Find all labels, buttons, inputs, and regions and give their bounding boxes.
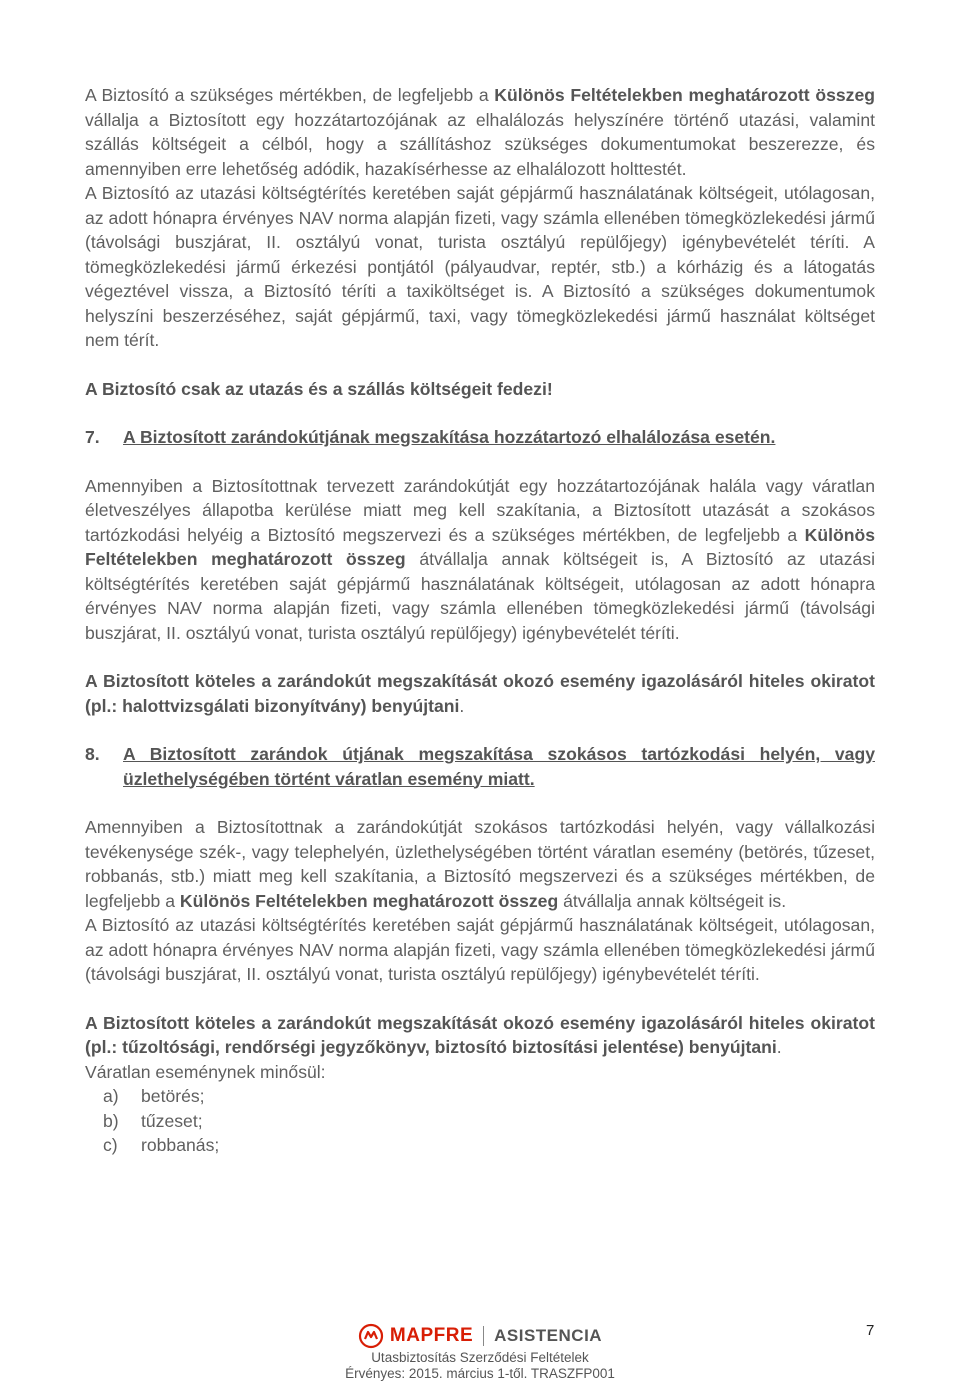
section-7-paragraph-2: A Biztosított köteles a zarándokút megszakítását okozó esemény igazolásáról hiteles okiratot (pl.: halottvizsgálati bizonyítvány) benyújtani. — [85, 671, 875, 716]
logo-divider — [483, 1326, 484, 1346]
section-7-heading — [85, 425, 875, 450]
unexpected-events-list — [85, 1084, 875, 1158]
document-body — [85, 83, 875, 1158]
list-item: a) betörés; — [103, 1086, 205, 1106]
section-7-bold-amount: Különös Feltételekben meghatározott összeg — [85, 524, 875, 569]
page-number: 7 — [866, 1322, 875, 1339]
section-7-title: A Biztosított zarándokútjának megszakítása hozzátartozó elhalálozása esetén. — [123, 427, 776, 447]
section-8-title: A Biztosított zarándok útjának megszakítása szokásos tartózkodási helyén, vagy üzlethelységében történt váratlan esemény miatt. — [123, 744, 875, 789]
section-7-number: 7. — [85, 427, 100, 447]
brand-name: MAPFRE — [389, 1325, 474, 1346]
intro-paragraph-1: A Biztosító a szükséges mértékben, de legfeljebb a Különös Feltételekben meghatározott összeg vállalja a Biztosított egy hozzátartozójának az elhalálozás helyszínére történő utazási, valamint szállás költségeit a célból, hogy a szállításhoz szükséges dokumentumokat beszerezze, és amennyiben erre lehetőség adódik, hazakísérhesse az elhalálozott holttestét. — [85, 85, 875, 179]
list-item: c) robbanás; — [103, 1135, 220, 1155]
section-8-bold-amount: Különös Feltételekben meghatározott összeg — [179, 890, 559, 911]
section-7-paragraph-1: Amennyiben a Biztosítottnak tervezett zarándokútját egy hozzátartozójának halála vagy váratlan életveszélyes állapotba kerülése miatt meg kell szakítania, a Biztosított utazását a szokásos tartózkodási helyéig a Biztosító megszervezi és a szükséges mértékben, de legfeljebb a Különös Feltételekben meghatározott összeg átvállalja annak költségeit is, A Biztosító az utazási költségtérítés keretében saját gépjármű használatának költségeit, utólagosan az adott hónapra érvényes NAV norma alapján fizeti, vagy számla ellenében tömegközlekedési jármű (távolsági buszjárat, II. osztályú vonat, turista osztályú repülőjegy) igénybevételét téríti. — [85, 475, 875, 643]
intro-paragraph-2: A Biztosító az utazási költségtérítés keretében saját gépjármű használatának költségeit, utólagosan, az adott hónapra érvényes NAV norma alapján fizeti, vagy számla ellenében tömegközlekedési jármű (távolsági buszjárat, II. osztályú vonat, turista osztályú repülőjegy) igénybevételét téríti. A tömegközlekedési jármű érkezési pontjától (pályaudvar, reptér, stb.) a kórházig és a látogatás végeztével vissza, a Biztosító téríti a taxiköltséget is. A Biztosító a szükséges dokumentumok helyszíni beszerzéséhez, saját gépjármű, taxi, vagy tömegközlekedési jármű használat költséget nem térít. — [85, 183, 875, 350]
intro-bold-amount: Különös Feltételekben meghatározott összeg — [494, 85, 875, 105]
page-footer — [0, 1322, 960, 1382]
mapfre-logo — [0, 1322, 960, 1350]
section-8-heading — [85, 742, 875, 791]
section-8-list-intro: Váratlan eseménynek minősül: — [85, 1061, 326, 1082]
list-item: b) tűzeset; — [103, 1110, 203, 1131]
intro-coverage-note: A Biztosító csak az utazás és a szállás költségeit fedezi! — [85, 378, 553, 399]
section-8-paragraph-1: Amennyiben a Biztosítottnak a zarándokútját szokásos tartózkodási helyén, vagy vállalkozási tevékenysége szék-, vagy telephelyén, üzlethelységében történt váratlan esemény (betörés, tűzeset, robbanás, stb.) miatt meg kell szakítania, a Biztosító megszervezi és a szükséges mértékben, de legfeljebb a Különös Feltételekben meghatározott összeg átvállalja annak költségeit is. — [85, 817, 875, 911]
mapfre-emblem-icon — [358, 1323, 384, 1349]
section-8-number: 8. — [85, 744, 100, 764]
section-8-paragraph-2: A Biztosító az utazási költségtérítés keretében saját gépjármű használatának költségeit, utólagosan, az adott hónapra érvényes NAV norma alapján fizeti, vagy számla ellenében tömegközlekedési jármű (távolsági buszjárat, II. osztályú vonat, turista osztályú repülőjegy) igénybevételét téríti. — [85, 915, 875, 984]
footer-validity: Érvényes: 2015. március 1-től. TRASZFP001 — [345, 1366, 615, 1381]
brand-subname: ASISTENCIA — [494, 1326, 603, 1345]
footer-document-title: Utasbiztosítás Szerződési Feltételek — [371, 1350, 589, 1365]
section-8-paragraph-3: A Biztosított köteles a zarándokút megszakítását okozó esemény igazolásáról hiteles okiratot (pl.: tűzoltósági, rendőrségi jegyzőkönyv, biztosító biztosítási jelentése) benyújtani. — [85, 1012, 875, 1057]
